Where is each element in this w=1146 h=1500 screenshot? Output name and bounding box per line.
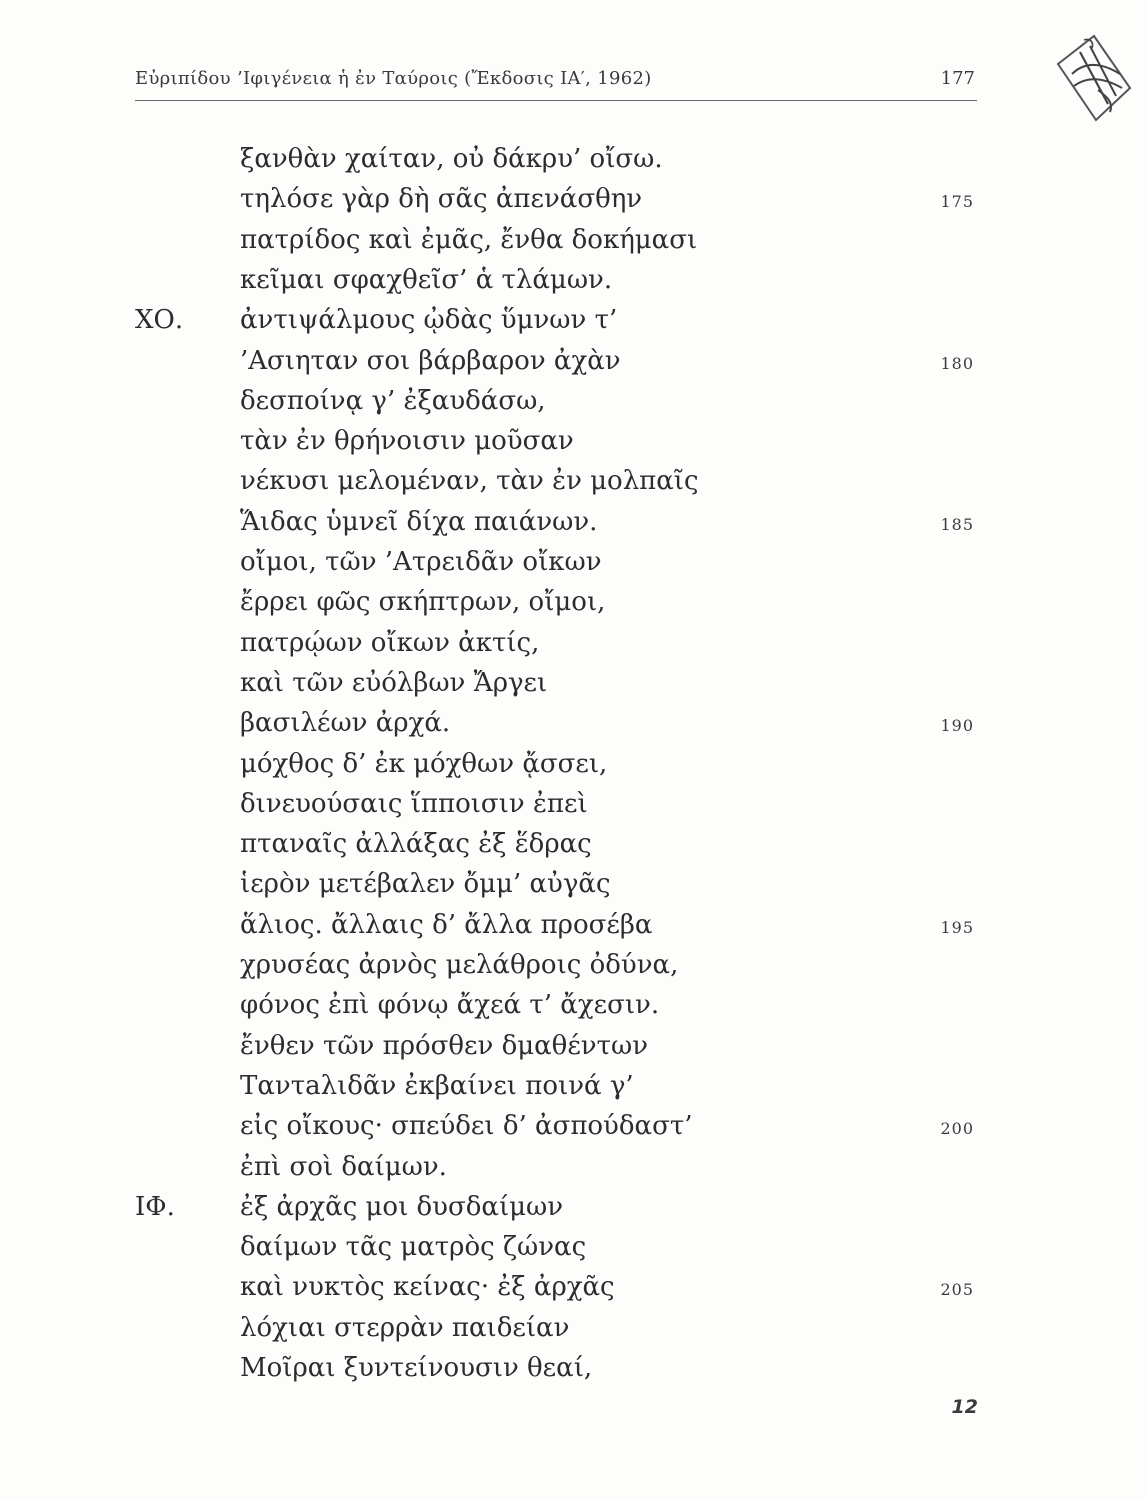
verse-line: πατρῴων οἴκων ἀκτίς, bbox=[240, 628, 540, 658]
verse-line: Ταντaλιδᾶν ἐκβαίνει ποινά γ’ bbox=[240, 1071, 634, 1101]
speaker-label: ΧΟ. bbox=[135, 305, 184, 335]
verse-line: δινευούσαις ἵπποισιν ἐπεὶ bbox=[240, 789, 588, 819]
line-number: 175 bbox=[940, 192, 974, 211]
verse-line: τηλόσε γὰρ δὴ σᾶς ἀπενάσθην bbox=[240, 184, 643, 214]
verse-line: ξανθὰν χαίταν, οὐ δάκρυ’ οἴσω. bbox=[240, 144, 663, 174]
verse-line: βασιλέων ἀρχά. bbox=[240, 708, 451, 738]
speaker-label: ΙΦ. bbox=[135, 1192, 175, 1222]
verse-line: νέκυσι μελομέναν, τὰν ἐν μολπαῖς bbox=[240, 466, 699, 496]
verse-line: καὶ νυκτὸς κείνας· ἐξ ἀρχᾶς bbox=[240, 1272, 615, 1302]
verse-line: ἀντιψάλμους ᾠδὰς ὕμνων τ’ bbox=[240, 305, 618, 335]
verse-line: ἐξ ἀρχᾶς μοι δυσδαίμων bbox=[240, 1192, 564, 1222]
handwritten-stamp-icon bbox=[1050, 30, 1134, 128]
signature-mark: 12 bbox=[951, 1396, 978, 1418]
header-title: Εὐριπίδου ’Ιφιγένεια ἡ ἐν Ταύροις (Ἔκδοσις ΙΑ′, 1962) bbox=[135, 68, 652, 89]
verse-line: ’Ασιηταν σοι βάρβαρον ἀχὰν bbox=[240, 346, 621, 376]
verse-line: χρυσέας ἀρνὸς μελάθροις ὀδύνα, bbox=[240, 950, 679, 980]
verse-line: δαίμων τᾶς ματρὸς ζώνας bbox=[240, 1232, 587, 1262]
verse-line: ἔνθεν τῶν πρόσθεν δμαθέντων bbox=[240, 1031, 649, 1061]
verse-line: τὰν ἐν θρήνοισιν μοῦσαν bbox=[240, 426, 574, 456]
verse-line: ἅλιος. ἄλλαις δ’ ἄλλα προσέβα bbox=[240, 910, 653, 940]
running-header bbox=[135, 66, 977, 101]
line-number: 205 bbox=[940, 1280, 974, 1299]
line-number: 195 bbox=[940, 918, 974, 937]
verse-line: λόχιαι στερρὰν παιδείαν bbox=[240, 1313, 570, 1343]
line-number: 200 bbox=[940, 1119, 974, 1138]
header-page-number: 177 bbox=[940, 68, 975, 89]
verse-line: φόνος ἐπὶ φόνῳ ἄχεά τ’ ἄχεσιν. bbox=[240, 990, 660, 1020]
verse-line: δεσποίνᾳ γ’ ἐξαυδάσω, bbox=[240, 386, 546, 416]
line-number: 180 bbox=[940, 354, 974, 373]
verse-line: ἔρρει φῶς σκήπτρων, οἴμοι, bbox=[240, 587, 606, 617]
verse-line: Ἅιδας ὑμνεῖ δίχα παιάνων. bbox=[240, 507, 598, 537]
verse-line: εἰς οἴκους· σπεύδει δ’ ἀσπούδαστ’ bbox=[240, 1111, 693, 1141]
line-number: 185 bbox=[940, 515, 974, 534]
verse-line: πατρίδος καὶ ἐμᾶς, ἔνθα δοκήμασι bbox=[240, 225, 698, 255]
verse-line: οἴμοι, τῶν ’Ατρειδᾶν οἴκων bbox=[240, 547, 602, 577]
verse-line: ἐπὶ σοὶ δαίμων. bbox=[240, 1152, 447, 1182]
verse-line: Μοῖραι ξυντείνουσιν θεαί, bbox=[240, 1353, 593, 1383]
verse-line: ἱερὸν μετέβαλεν ὄμμ’ αὐγᾶς bbox=[240, 869, 611, 899]
verse-line: κεῖμαι σφαχθεῖσ’ ἁ τλάμων. bbox=[240, 265, 613, 295]
verse-line: καὶ τῶν εὐόλβων Ἄργει bbox=[240, 668, 548, 698]
line-number: 190 bbox=[940, 716, 974, 735]
verse-line: μόχθος δ’ ἐκ μόχθων ᾄσσει, bbox=[240, 749, 608, 779]
verse-line: πταναῖς ἀλλάξας ἐξ ἕδρας bbox=[240, 829, 592, 859]
